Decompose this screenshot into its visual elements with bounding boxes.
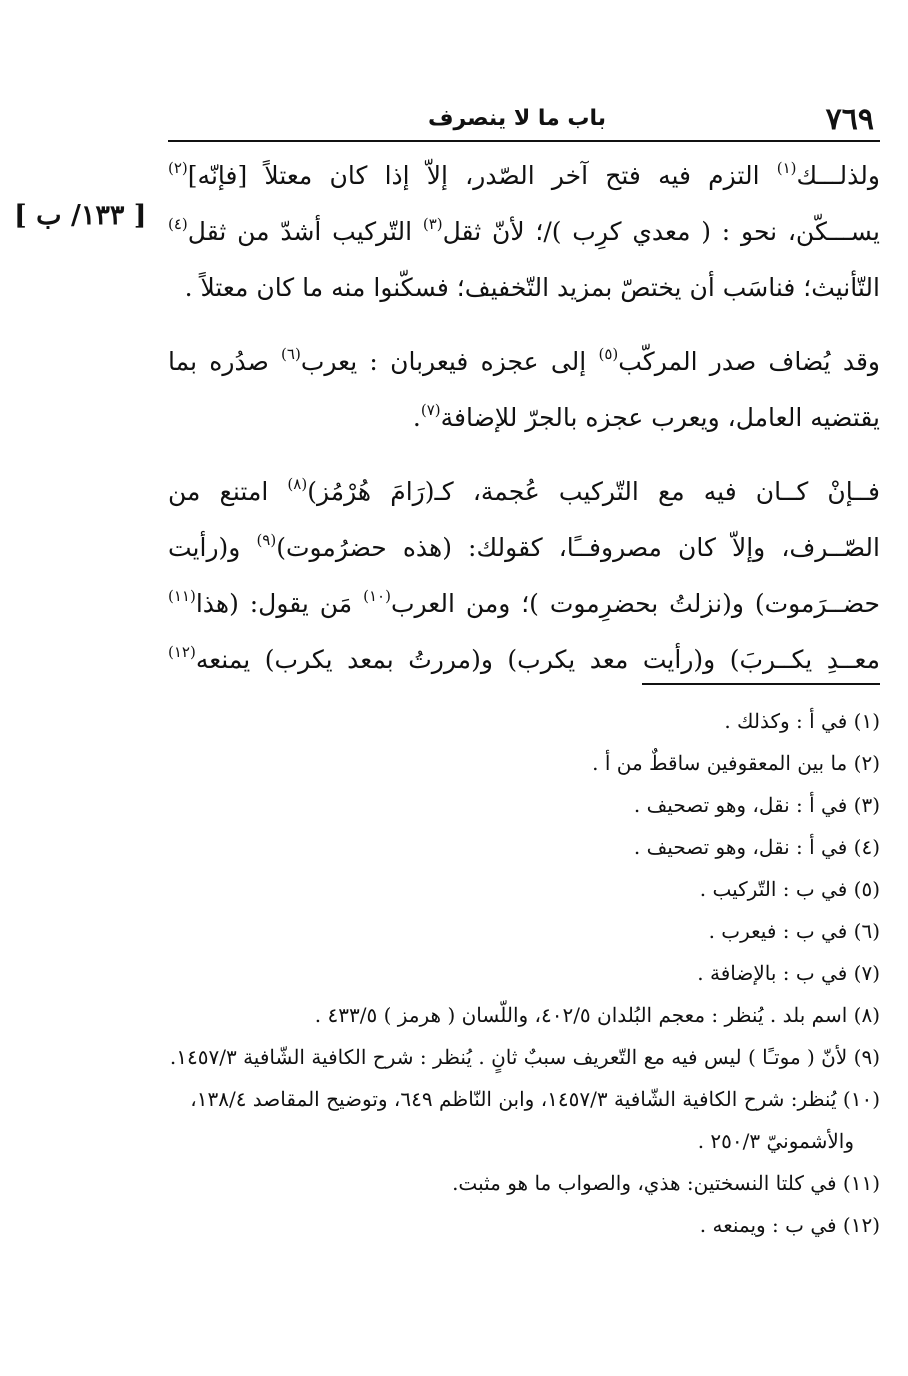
footnote-4: (٤) في أ : نقل، وهو تصحيف . (633, 835, 880, 859)
page-header (168, 100, 880, 142)
paragraph-1 (168, 148, 880, 316)
text-line: فــإنْ كــان فيه مع التّركيب عُجمة، كـ(رَامَ هُرْمُز)$^{(٨)}$ امتنع من (168, 475, 880, 506)
text-line: ولذلـــك$^{(١)}$ التزم فيه فتح آخر الصّدر، إلاّ إذا كان معتلاً [فإنّه]$^{(٢)}$ (168, 159, 880, 190)
footnote-10: (١٠) يُنظر: شرح الكافية الشّافية ١٤٥٧/٣، وابن النّاظم ٦٤٩، وتوضيح المقاصد ١٣٨/٤، (190, 1087, 880, 1111)
text-line: يســـكّن، نحو : ( معدي كرِب )/؛ لأنّ ثقل$^{(٣)}$ التّركيب أشدّ من ثقل$^{(٤)}$ (168, 215, 880, 246)
footnote-3: (٣) في أ : نقل، وهو تصحيف . (633, 793, 880, 817)
footnote-1: (١) في أ : وكذلك . (724, 709, 880, 733)
footnote-6: (٦) في ب : فيعرب . (708, 919, 880, 943)
running-title: باب ما لا ينصرف (428, 106, 607, 131)
footnote-5: (٥) في ب : التّركيب . (699, 877, 880, 901)
footnote-8: (٨) اسم بلد . يُنظر : معجم البُلدان ٤٠٢/٥، واللّسان ( هرمز ) ٤٣٣/٥ . (314, 1003, 880, 1027)
paragraph-3 (168, 464, 880, 688)
page-number: ٧٦٩ (825, 102, 874, 137)
footnote-7: (٧) في ب : بالإضافة . (697, 961, 880, 985)
paragraph-2 (168, 334, 880, 446)
footnote-separator (642, 683, 880, 685)
main-text (168, 148, 880, 688)
text-line: التّأنيث؛ فناسَب أن يختصّ بمزيد التّخفيف؛ فسكّنوا منه ما كان معتلاً . (184, 273, 880, 302)
text-line: حضــرَموت) و(نزلتُ بحضرِموت )؛ ومن العرب$^{(١٠)}$ مَن يقول: (هذا$^{(١١)}$ (168, 587, 880, 618)
text-line: وقد يُضاف صدر المركّب$^{(٥)}$ إلى عجزه فيعربان : يعرب$^{(٦)}$ صدُره بما (168, 345, 880, 376)
footnote-2: (٢) ما بين المعقوفين ساقطٌ من أ . (592, 751, 880, 775)
manuscript-folio-reference: [ ١٣٣/ ب ] (14, 200, 147, 231)
footnote-12: (١٢) في ب : ويمنعه . (699, 1213, 880, 1237)
footnote-9: (٩) لأنّ ( موتـًا ) ليس فيه مع التّعريف سببٌ ثانٍ . يُنظر : شرح الكافية الشّافية ١٤٥٧/٣. (169, 1045, 880, 1069)
text-line: معــدِ يكــربَ) و(رأيت معد يكرب) و(مررتُ بمعد يكرب) يمنعه$^{(١٢)}$ (168, 643, 880, 674)
text-line: الصّــرف، وإلاّ كان مصروفــًا، كقولك: (هذه حضرُموت)$^{(٩)}$ و(رأيت (168, 531, 880, 562)
footnote-11: (١١) في كلتا النسختين: هذي، والصواب ما هو مثبت. (452, 1171, 880, 1195)
footnote-10-continuation: والأشمونيّ ٢٥٠/٣ . (697, 1129, 854, 1153)
footnotes (168, 700, 880, 1246)
text-line: يقتضيه العامل، ويعرب عجزه بالجرّ للإضافة$^{(٧)}$. (412, 401, 880, 432)
